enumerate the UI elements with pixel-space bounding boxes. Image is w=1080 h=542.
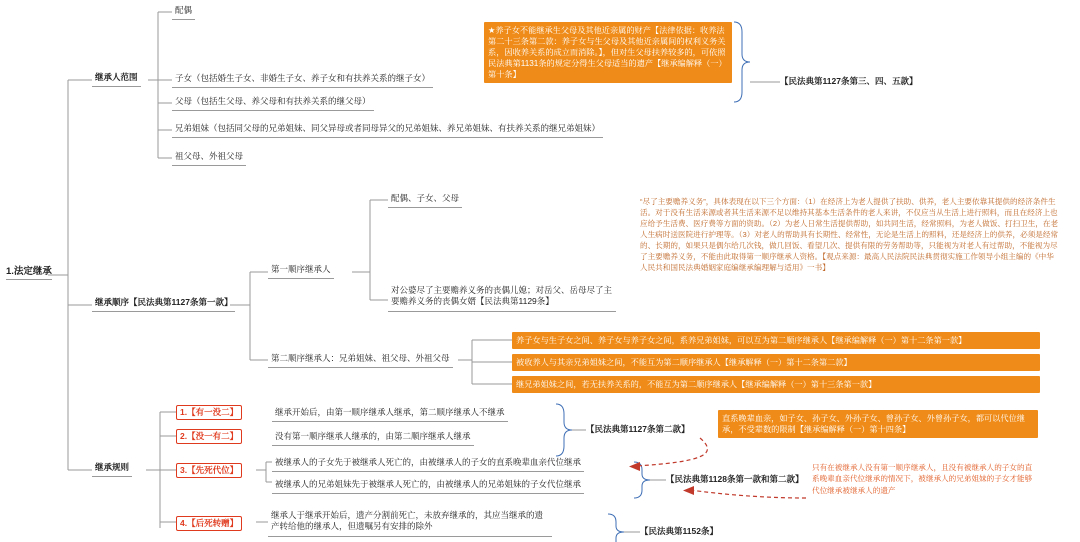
scope-item-0: 配偶 xyxy=(172,3,195,20)
rule-law-3: 【民法典第1128条第一款和第二款】 xyxy=(666,474,804,484)
rule-tag-4 xyxy=(176,516,242,531)
branch-rules-label[interactable]: 继承规则 xyxy=(92,460,132,477)
order-second-box-2: 继兄弟姐妹之间，若无扶养关系的，不能互为第二顺序继承人【继承编解释（一）第十三条第一款】 xyxy=(512,376,1040,393)
scope-highlight-box: ★养子女不能继承生父母及其他近亲属的财产【法律依据：收养法第二十三条第二款：养子女与生父母及其他近亲属间的权利义务关系，因收养关系的成立而消除。】，但对生父母扶养较多的，可依照民法典第1131条的规定分得生父母适当的遗产【继承编解释（一）第十条】 xyxy=(484,22,732,83)
rule-text-4: 继承人于继承开始后，遗产分割前死亡，未放弃继承的，其应当继承的遗产转给他的继承人，但遗嘱另有安排的除外 xyxy=(268,508,552,537)
scope-law-label: 【民法典第1127条第三、四、五款】 xyxy=(780,76,918,86)
rule-law-4: 【民法典第1152条】 xyxy=(640,526,718,536)
root-label: 1.法定继承 xyxy=(6,266,52,280)
scope-item-4: 祖父母、外祖父母 xyxy=(172,149,246,166)
rule-text-3b: 被继承人的兄弟姐妹先于被继承人死亡的，由被继承人的兄弟姐妹的子女代位继承 xyxy=(272,477,584,494)
scope-item-3: 兄弟姐妹（包括同父母的兄弟姐妹、同父异母或者同母异父的兄弟姐妹、养兄弟姐妹、有扶养关系的继兄弟姐妹） xyxy=(172,121,603,138)
rules-highlight-box: 直系晚辈血亲，如子女、孙子女、外孙子女、曾孙子女、外曾孙子女，都可以代位继承，不受辈数的限制【继承编解释（一）第十四条】 xyxy=(718,410,1038,438)
rule-text-3a: 被继承人的子女先于被继承人死亡的，由被继承人的子女的直系晚辈血亲代位继承 xyxy=(272,455,584,472)
order-first-note: “尽了主要赡养义务”，具体表现在以下三个方面：（1）在经济上为老人提供了扶助、供养，老人主要依靠其提供的经济条件生活。对于没有生活来源或者其生活来源不足以维持其基本生活条件的老人来讲，不仅应当从生活上进行照料，而且在经济上也应给予生活费、医疗费等方面的资助。（2）为老人日常生活提供帮助，如共同生活，经常照料，为老人做饭、打扫卫生，在老人生病时送医院进行护理等。（3）对老人的帮助具有长期性、经常性，无论是生活上的照料，还是经济上的供养，必须是经常的、长期的，如果只是偶尔给几次钱，做几回饭、看望几次、提供有限的劳务帮助等，只能视为对老人有过帮助，不能视为尽了主要赡养义务，不能由此取得第一顺序继承人资格。【观点来源：最高人民法院民法典贯彻实施工作领导小组主编的《中华人民共和国民法典婚姻家庭编继承编理解与适用》一书】 xyxy=(640,197,1059,272)
rule-text-2: 没有第一顺序继承人继承的，由第二顺序继承人继承 xyxy=(272,429,474,446)
rule-tag-3-text: 3.【先死代位】 xyxy=(176,463,242,478)
rule-text-1: 继承开始后，由第一顺序继承人继承，第二顺序继承人不继承 xyxy=(272,405,508,422)
order-second-label: 第二顺序继承人：兄弟姐妹、祖父母、外祖父母 xyxy=(268,351,453,368)
scope-item-1: 子女（包括婚生子女、非婚生子女、养子女和有扶养关系的继子女） xyxy=(172,71,433,88)
branch-scope-label[interactable]: 继承人范围 xyxy=(92,70,141,87)
rule-law-1: 【民法典第1127条第二款】 xyxy=(586,424,690,434)
branch-order-label[interactable]: 继承顺序【民法典第1127条第一款】 xyxy=(92,295,235,312)
order-first-label: 第一顺序继承人 xyxy=(268,262,334,279)
order-first-item-0: 配偶、子女、父母 xyxy=(388,191,462,208)
rules-note: 只有在被继承人没有第一顺序继承人，且没有被继承人的子女的直系晚辈血亲代位继承的情况下，被继承人的兄弟姐妹的子女才能够代位继承被继承人的遗产 xyxy=(812,463,1033,495)
order-second-box-0: 养子女与生子女之间、养子女与养子女之间，系养兄弟姐妹，可以互为第二顺序继承人【继承编解释（一）第十二条第一款】 xyxy=(512,332,1040,349)
order-first-item-1: 对公婆尽了主要赡养义务的丧偶儿媳；对岳父、岳母尽了主要赡养义务的丧偶女婿【民法典第1129条】 xyxy=(388,283,616,312)
rule-tag-3 xyxy=(176,463,242,478)
scope-item-2: 父母（包括生父母、养父母和有扶养关系的继父母） xyxy=(172,94,374,111)
rule-tag-2 xyxy=(176,429,242,444)
rule-tag-2-text: 2.【没一有二】 xyxy=(176,429,242,444)
order-second-box-1: 被收养人与其亲兄弟姐妹之间，不能互为第二顺序继承人【继承解释（一）第十二条第二款】 xyxy=(512,354,1040,371)
rule-tag-1 xyxy=(176,405,242,420)
rule-tag-4-text: 4.【后死转赠】 xyxy=(176,516,242,531)
rule-tag-1-text: 1.【有一没二】 xyxy=(176,405,242,420)
